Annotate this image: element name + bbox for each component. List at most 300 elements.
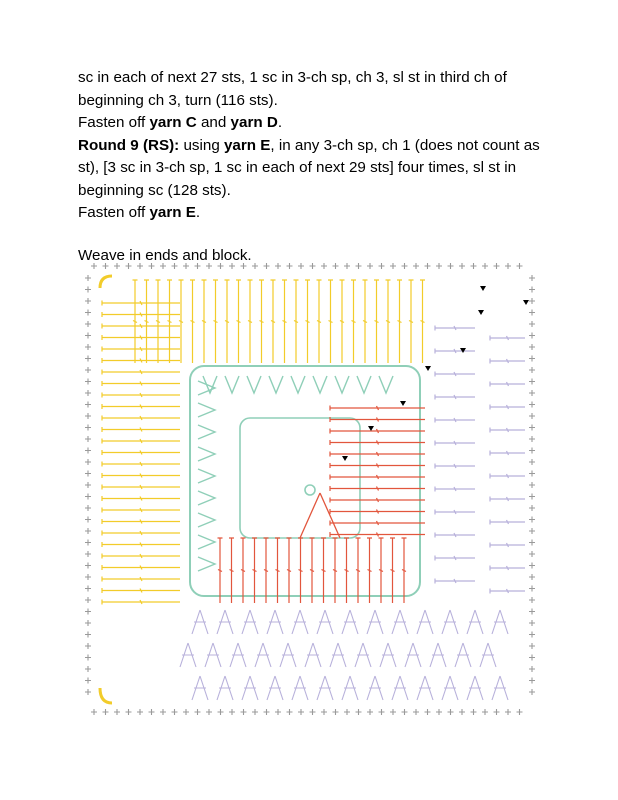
sc-stitch-symbol xyxy=(85,367,91,373)
sc-stitch-symbol xyxy=(448,709,454,715)
sc-stitch-symbol xyxy=(482,263,488,269)
sc-stitch-symbol xyxy=(206,263,212,269)
sc-stitch-symbol xyxy=(85,517,91,523)
tr-group-symbol xyxy=(342,676,358,700)
yarn-c-label: yarn C xyxy=(149,114,197,131)
sc-stitch-symbol xyxy=(529,632,535,638)
tr-group-symbol xyxy=(217,676,233,700)
tr-group-symbol xyxy=(280,643,296,667)
sc-stitch-symbol xyxy=(264,709,270,715)
tr-group-symbol xyxy=(180,643,196,667)
green-round-outline xyxy=(190,366,420,596)
sc-stitch-symbol xyxy=(356,263,362,269)
sc-stitch-symbol xyxy=(529,356,535,362)
sc-stitch-symbol xyxy=(529,321,535,327)
dc-stitch-symbol xyxy=(344,538,349,603)
sc-stitch-symbol xyxy=(85,620,91,626)
sc-stitch-symbol xyxy=(229,263,235,269)
sc-stitch-symbol xyxy=(218,263,224,269)
sc-stitch-symbol xyxy=(85,448,91,454)
dc-stitch-symbol xyxy=(490,428,525,433)
sc-stitch-symbol xyxy=(85,609,91,615)
dc-stitch-symbol xyxy=(102,496,180,501)
sc-stitch-symbol xyxy=(195,709,201,715)
dc-stitch-symbol xyxy=(298,538,303,603)
sc-stitch-symbol xyxy=(529,494,535,500)
v-stitch-symbol xyxy=(198,535,215,549)
sc-stitch-symbol xyxy=(333,263,339,269)
dc-stitch-symbol xyxy=(490,382,525,387)
dc-stitch-symbol xyxy=(490,359,525,364)
dc-stitch-symbol xyxy=(102,312,180,317)
sc-stitch-symbol xyxy=(529,597,535,603)
dc-stitch-symbol xyxy=(310,538,315,603)
v-stitch-symbol xyxy=(225,376,239,393)
sc-stitch-symbol xyxy=(114,263,120,269)
dc-stitch-symbol xyxy=(102,473,180,478)
sc-stitch-symbol xyxy=(321,263,327,269)
dc-stitch-symbol xyxy=(363,280,368,363)
sc-stitch-symbol xyxy=(367,709,373,715)
sc-stitch-symbol xyxy=(529,540,535,546)
dc-stitch-symbol xyxy=(102,565,180,570)
sc-stitch-symbol xyxy=(160,709,166,715)
sc-stitch-symbol xyxy=(333,709,339,715)
sc-stitch-symbol xyxy=(218,709,224,715)
v-stitch-symbol xyxy=(335,376,349,393)
sc-stitch-symbol xyxy=(344,263,350,269)
sc-stitch-symbol xyxy=(275,263,281,269)
sc-stitch-symbol xyxy=(229,709,235,715)
tr-group-symbol xyxy=(417,676,433,700)
sc-stitch-symbol xyxy=(529,436,535,442)
sc-stitch-symbol xyxy=(321,709,327,715)
text-span: Fasten off xyxy=(78,114,150,131)
sc-stitch-symbol xyxy=(183,263,189,269)
sc-stitch-symbol xyxy=(85,482,91,488)
sc-stitch-symbol xyxy=(425,263,431,269)
tr-group-symbol xyxy=(467,676,483,700)
tr-group-symbol xyxy=(217,610,233,634)
text-span: Fasten off xyxy=(78,204,150,221)
dc-stitch-symbol xyxy=(490,520,525,525)
sc-stitch-symbol xyxy=(529,689,535,695)
sc-stitch-symbol xyxy=(494,709,500,715)
sc-stitch-symbol xyxy=(413,709,419,715)
text-span: using xyxy=(179,136,224,154)
sc-stitch-symbol xyxy=(85,413,91,419)
sc-stitch-symbol xyxy=(379,263,385,269)
dc-stitch-symbol xyxy=(435,395,475,400)
dc-stitch-symbol xyxy=(435,579,475,584)
pattern-text xyxy=(78,67,548,267)
tr-group-symbol xyxy=(417,610,433,634)
sc-stitch-symbol xyxy=(356,709,362,715)
dc-stitch-symbol xyxy=(435,326,475,331)
dc-stitch-symbol xyxy=(435,487,475,492)
dc-stitch-symbol xyxy=(340,280,345,363)
dc-stitch-symbol xyxy=(294,280,299,363)
dc-stitch-symbol xyxy=(179,280,184,363)
sc-stitch-symbol xyxy=(85,563,91,569)
sc-stitch-symbol xyxy=(471,709,477,715)
sc-stitch-symbol xyxy=(436,263,442,269)
sc-stitch-symbol xyxy=(85,666,91,672)
sc-stitch-symbol xyxy=(85,540,91,546)
sc-stitch-symbol xyxy=(459,263,465,269)
dc-stitch-symbol xyxy=(102,439,180,444)
v-stitch-symbol xyxy=(198,491,215,505)
sc-stitch-symbol xyxy=(529,367,535,373)
sc-stitch-symbol xyxy=(517,709,523,715)
dc-stitch-symbol xyxy=(218,538,223,603)
sc-stitch-symbol xyxy=(126,709,132,715)
sc-stitch-symbol xyxy=(298,709,304,715)
dc-stitch-symbol xyxy=(435,441,475,446)
tr-group-symbol xyxy=(317,676,333,700)
tr-group-symbol xyxy=(380,643,396,667)
sc-stitch-symbol xyxy=(85,459,91,465)
sc-stitch-symbol xyxy=(85,356,91,362)
v-stitch-symbol xyxy=(247,376,261,393)
tr-group-symbol xyxy=(405,643,421,667)
sc-stitch-symbol xyxy=(85,425,91,431)
dc-stitch-symbol xyxy=(379,538,384,603)
dc-stitch-symbol xyxy=(102,542,180,547)
v-stitch-symbol xyxy=(198,469,215,483)
tr-group-symbol xyxy=(355,643,371,667)
v-stitch-symbol xyxy=(198,447,215,461)
dc-stitch-symbol xyxy=(356,538,361,603)
dc-stitch-symbol xyxy=(102,450,180,455)
sc-stitch-symbol xyxy=(85,643,91,649)
paragraph-3 xyxy=(78,135,548,203)
v-stitch-symbol xyxy=(357,376,371,393)
dc-stitch-symbol xyxy=(390,538,395,603)
sc-stitch-symbol xyxy=(298,263,304,269)
yarn-d-label: yarn D xyxy=(230,114,278,131)
dc-stitch-symbol xyxy=(102,404,180,409)
sc-stitch-symbol xyxy=(241,263,247,269)
paragraph-5: Weave in ends and block. xyxy=(78,246,252,264)
sc-stitch-symbol xyxy=(529,643,535,649)
sc-stitch-symbol xyxy=(390,263,396,269)
yarn-e-label: yarn E xyxy=(149,204,196,221)
sc-stitch-symbol xyxy=(505,709,511,715)
sc-stitch-symbol xyxy=(206,709,212,715)
tr-group-symbol xyxy=(305,643,321,667)
sc-stitch-symbol xyxy=(126,263,132,269)
dc-stitch-symbol xyxy=(102,393,180,398)
crochet-chart-diagram xyxy=(80,258,540,720)
text-span: . xyxy=(195,204,201,221)
chain-arc xyxy=(100,276,112,288)
sc-stitch-symbol xyxy=(85,586,91,592)
dc-stitch-symbol xyxy=(248,280,253,363)
chain-arc xyxy=(100,688,112,703)
dc-stitch-symbol xyxy=(330,521,425,526)
dc-stitch-symbol xyxy=(435,556,475,561)
dc-stitch-symbol xyxy=(330,475,425,480)
sc-stitch-symbol xyxy=(367,263,373,269)
tr-group-symbol xyxy=(242,610,258,634)
dc-stitch-symbol xyxy=(490,543,525,548)
dc-stitch-symbol xyxy=(435,418,475,423)
join-marker xyxy=(480,286,486,291)
dc-stitch-symbol xyxy=(102,519,180,524)
dc-stitch-symbol xyxy=(241,538,246,603)
sc-stitch-symbol xyxy=(85,390,91,396)
sc-stitch-symbol xyxy=(529,379,535,385)
dc-stitch-symbol xyxy=(435,349,475,354)
sc-stitch-symbol xyxy=(241,709,247,715)
sc-stitch-symbol xyxy=(252,709,258,715)
sc-stitch-symbol xyxy=(529,390,535,396)
text-span: , in any 3-ch sp, ch 1 (does not count as st), [3 sc in 3-ch sp, 1 sc in each of next 29 sts] four times, sl st in beginning sc (128 sts). xyxy=(78,136,540,199)
sc-stitch-symbol xyxy=(252,263,258,269)
v-stitch-symbol xyxy=(269,376,283,393)
sc-stitch-symbol xyxy=(529,505,535,511)
sc-stitch-symbol xyxy=(402,263,408,269)
dc-stitch-symbol xyxy=(330,486,425,491)
dc-stitch-symbol xyxy=(102,427,180,432)
sc-stitch-symbol xyxy=(529,666,535,672)
sc-stitch-symbol xyxy=(413,263,419,269)
paragraph-1: sc in each of next 27 sts, 1 sc in 3-ch sp, ch 3, sl st in third ch of beginning ch 3, turn (116 sts). xyxy=(78,69,507,109)
dc-stitch-symbol xyxy=(213,280,218,363)
round-label: Round 9 (RS): xyxy=(78,136,180,154)
tr-group-symbol xyxy=(342,610,358,634)
sc-stitch-symbol xyxy=(85,632,91,638)
dc-stitch-symbol xyxy=(435,464,475,469)
dc-stitch-symbol xyxy=(402,538,407,603)
dc-stitch-symbol xyxy=(490,336,525,341)
sc-stitch-symbol xyxy=(85,310,91,316)
dc-stitch-symbol xyxy=(202,280,207,363)
dc-stitch-symbol xyxy=(330,406,425,411)
dc-stitch-symbol xyxy=(490,589,525,594)
dc-stitch-symbol xyxy=(330,532,425,537)
sc-stitch-symbol xyxy=(85,275,91,281)
tr-group-symbol xyxy=(467,610,483,634)
sc-stitch-symbol xyxy=(85,597,91,603)
dc-stitch-symbol xyxy=(330,498,425,503)
v-stitch-symbol xyxy=(313,376,327,393)
v-stitch-symbol xyxy=(198,403,215,417)
sc-stitch-symbol xyxy=(103,263,109,269)
dc-stitch-symbol xyxy=(351,280,356,363)
dc-stitch-symbol xyxy=(420,280,425,363)
sc-stitch-symbol xyxy=(529,678,535,684)
paragraph-4 xyxy=(78,202,548,225)
tr-group-symbol xyxy=(255,643,271,667)
dc-stitch-symbol xyxy=(330,452,425,457)
dc-stitch-symbol xyxy=(236,280,241,363)
sc-stitch-symbol xyxy=(517,263,523,269)
dc-stitch-symbol xyxy=(144,280,149,363)
tr-group-symbol xyxy=(267,676,283,700)
dc-stitch-symbol xyxy=(330,440,425,445)
sc-stitch-symbol xyxy=(85,528,91,534)
sc-stitch-symbol xyxy=(137,263,143,269)
sc-stitch-symbol xyxy=(160,263,166,269)
sc-stitch-symbol xyxy=(287,263,293,269)
dc-stitch-symbol xyxy=(282,280,287,363)
sc-stitch-symbol xyxy=(529,609,535,615)
dc-stitch-symbol xyxy=(102,462,180,467)
sc-stitch-symbol xyxy=(529,310,535,316)
dc-stitch-symbol xyxy=(102,347,180,352)
sc-stitch-symbol xyxy=(85,551,91,557)
sc-stitch-symbol xyxy=(85,655,91,661)
sc-stitch-symbol xyxy=(529,344,535,350)
sc-stitch-symbol xyxy=(529,471,535,477)
sc-stitch-symbol xyxy=(529,482,535,488)
sc-stitch-symbol xyxy=(379,709,385,715)
dc-stitch-symbol xyxy=(167,280,172,363)
dc-stitch-symbol xyxy=(490,566,525,571)
sc-stitch-symbol xyxy=(85,436,91,442)
sc-stitch-symbol xyxy=(529,563,535,569)
dc-stitch-symbol xyxy=(386,280,391,363)
tr-group-symbol xyxy=(230,643,246,667)
dc-stitch-symbol xyxy=(321,538,326,603)
sc-stitch-symbol xyxy=(264,263,270,269)
sc-stitch-symbol xyxy=(505,263,511,269)
tr-group-symbol xyxy=(392,676,408,700)
sc-stitch-symbol xyxy=(436,709,442,715)
dc-stitch-symbol xyxy=(367,538,372,603)
v-stitch-symbol xyxy=(291,376,305,393)
dc-stitch-symbol xyxy=(490,405,525,410)
sc-stitch-symbol xyxy=(448,263,454,269)
sc-stitch-symbol xyxy=(85,471,91,477)
sc-stitch-symbol xyxy=(275,709,281,715)
dc-stitch-symbol xyxy=(102,358,180,363)
v-stitch-symbol xyxy=(198,513,215,527)
sc-stitch-symbol xyxy=(529,287,535,293)
join-marker xyxy=(478,310,484,315)
dc-stitch-symbol xyxy=(435,510,475,515)
dc-stitch-symbol xyxy=(102,335,180,340)
v-stitch-symbol xyxy=(198,425,215,439)
sc-stitch-symbol xyxy=(85,494,91,500)
tr-group-symbol xyxy=(292,610,308,634)
tr-group-symbol xyxy=(442,610,458,634)
tr-group-symbol xyxy=(442,676,458,700)
v-stitch-symbol xyxy=(198,557,215,571)
dc-stitch-symbol xyxy=(102,416,180,421)
sc-stitch-symbol xyxy=(85,574,91,580)
sc-stitch-symbol xyxy=(390,709,396,715)
dc-stitch-symbol xyxy=(133,280,138,363)
sc-stitch-symbol xyxy=(402,709,408,715)
tr-group-symbol xyxy=(205,643,221,667)
dc-stitch-symbol xyxy=(435,372,475,377)
sc-stitch-symbol xyxy=(114,709,120,715)
sc-stitch-symbol xyxy=(85,321,91,327)
v-stitch-symbol xyxy=(379,376,393,393)
text-span: . xyxy=(277,114,283,131)
sc-stitch-symbol xyxy=(529,333,535,339)
sc-stitch-symbol xyxy=(425,709,431,715)
sc-stitch-symbol xyxy=(459,709,465,715)
dc-stitch-symbol xyxy=(102,301,180,306)
sc-stitch-symbol xyxy=(529,586,535,592)
join-marker xyxy=(400,401,406,406)
join-marker xyxy=(523,300,529,305)
dc-stitch-symbol xyxy=(328,280,333,363)
join-marker xyxy=(425,366,431,371)
tr-group-symbol xyxy=(267,610,283,634)
sc-stitch-symbol xyxy=(91,709,97,715)
dc-stitch-symbol xyxy=(102,381,180,386)
dc-stitch-symbol xyxy=(102,577,180,582)
dc-stitch-symbol xyxy=(317,280,322,363)
dc-stitch-symbol xyxy=(252,538,257,603)
dc-stitch-symbol xyxy=(102,485,180,490)
dc-stitch-symbol xyxy=(156,280,161,363)
sc-stitch-symbol xyxy=(529,574,535,580)
dc-stitch-symbol xyxy=(190,280,195,363)
dc-stitch-symbol xyxy=(102,324,180,329)
tr-group-symbol xyxy=(430,643,446,667)
sc-stitch-symbol xyxy=(310,263,316,269)
sc-stitch-symbol xyxy=(529,402,535,408)
sc-stitch-symbol xyxy=(85,298,91,304)
center-ring xyxy=(305,485,315,495)
tr-group-symbol xyxy=(480,643,496,667)
dc-stitch-symbol xyxy=(287,538,292,603)
tr-group-symbol xyxy=(492,676,508,700)
tr-group-symbol xyxy=(492,610,508,634)
sc-stitch-symbol xyxy=(172,263,178,269)
dc-stitch-symbol xyxy=(102,508,180,513)
sc-stitch-symbol xyxy=(85,379,91,385)
sc-stitch-symbol xyxy=(103,709,109,715)
dc-stitch-symbol xyxy=(102,600,180,605)
dc-stitch-symbol xyxy=(259,280,264,363)
sc-stitch-symbol xyxy=(85,287,91,293)
dc-stitch-symbol xyxy=(225,280,230,363)
sc-stitch-symbol xyxy=(310,709,316,715)
sc-stitch-symbol xyxy=(471,263,477,269)
sc-stitch-symbol xyxy=(529,448,535,454)
join-marker xyxy=(368,426,374,431)
sc-stitch-symbol xyxy=(529,528,535,534)
green-inner-outline xyxy=(240,418,360,538)
tr-group-symbol xyxy=(392,610,408,634)
sc-stitch-symbol xyxy=(529,517,535,523)
paragraph-2 xyxy=(78,112,548,135)
sc-stitch-symbol xyxy=(344,709,350,715)
sc-stitch-symbol xyxy=(172,709,178,715)
sc-stitch-symbol xyxy=(91,263,97,269)
dc-stitch-symbol xyxy=(397,280,402,363)
sc-stitch-symbol xyxy=(85,402,91,408)
tr-group-symbol xyxy=(192,676,208,700)
text-span: and xyxy=(196,114,231,131)
sc-stitch-symbol xyxy=(529,551,535,557)
yarn-e-label: yarn E xyxy=(223,136,271,154)
dc-stitch-symbol xyxy=(264,538,269,603)
sc-stitch-symbol xyxy=(149,263,155,269)
sc-stitch-symbol xyxy=(529,275,535,281)
sc-stitch-symbol xyxy=(195,263,201,269)
tr-group-symbol xyxy=(292,676,308,700)
dc-stitch-symbol xyxy=(490,474,525,479)
join-marker xyxy=(342,456,348,461)
